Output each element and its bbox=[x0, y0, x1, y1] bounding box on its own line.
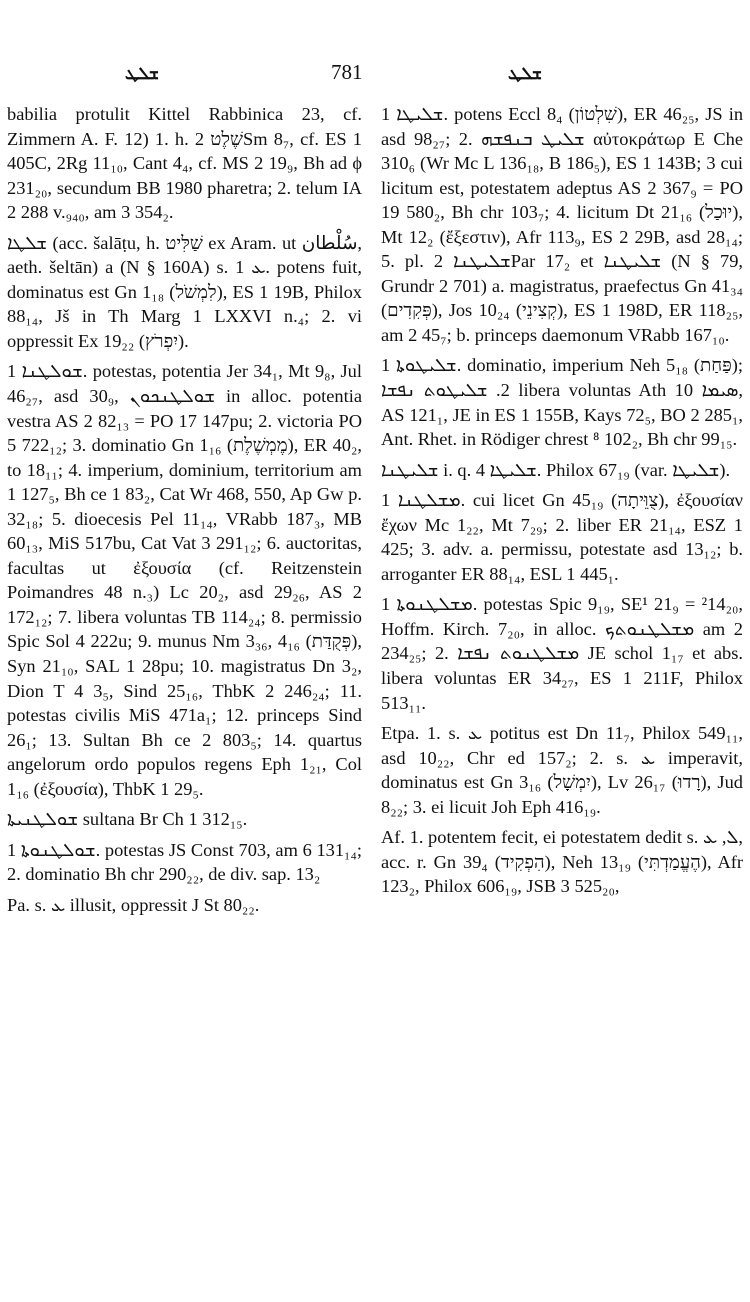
right-column bbox=[381, 102, 743, 905]
page-header bbox=[0, 60, 750, 90]
header-syriac-left: ܫܠܛ bbox=[125, 64, 159, 84]
entry-paragraph: ܫܠܝܛܘܬܐ 1. dominatio, imperium Neh 5₁₈ (פַּחַת); 2. ܫܠܝܛܘܬ ܢܦܫܐ libera voluntas Ath ܣܝܡܐ 10, AS 121₁, JE in ES 1 155B, Kays 72₅, BO 2 285₁, Ant. Rhet. in Rödiger chrest ⁸ 102₂, Bh chr 99₁₅. bbox=[381, 355, 743, 450]
entry-paragraph: ܫܠܛܐ (acc. šalāṭu, h. שַׁלִּיט ex Aram. ut سُلْطان, aeth. šeltān) a (N § 160A) s. ܥ 1. potens fuit, dominatus est Gn 1₁₈ (לִמְשֹׁל), ES 1 19B, Philox 88₁₄, Jš in Th Marg 1 LXXVI n.₄; 2. vi oppressit Ex 19₂₂ (יִפְרֹץ). bbox=[7, 232, 363, 351]
entry-paragraph: ܫܘܠܛܢܘܬܐ 1. potestas JS Const 703, am 6 131₁₄; 2. dominatio Bh chr 290₂₂, de div. sap. 13₂ bbox=[7, 839, 362, 885]
entry-paragraph: ܡܫܠܛܢܐ 1. cui licet Gn 45₁₉ (צֻוֵּיתָה), ἐξουσίαν ἔχων Mc 1₂₂, Mt 7₂₉; 2. liber ER 21₁₄, ESZ 1 425; 3. adv. a. permissu, potestate asd 13₁₂; b. arroganter ER 88₁₄, ESL 1 445₁. bbox=[381, 490, 743, 584]
entry-paragraph: ܫܠܝܛܐ 1. potens Eccl 8₄ (שִׁלְטוֹן), ER 46₂₅, JS in asd 98₂₇; 2. ܫܠܝܛ ܒܢܦܫܗ αὐτοκράτωρ E Che 310₆ (Wr Mc L 136₁₈, B 186₅), ES 1 143B; 3 cui licitum est, potestatem adeptus AS 2 367₉ = PO 19 580₂, Bh chr 103₇; 4. licitum Dt 21₁₆ (יוּכַל), Mt 12₂ (ἔξεστιν), Afr 113₉, ES 2 29B, asd 28₁₄; 5. pl. ܫܠܝܛܢܐ 2Par 17₂ et ܫܠܝܛܢܐ (N § 79, Grundr 2 701) a. magistratus, praefectus Gn 41₃₄ (פְּקִדִים), Jos 10₂₄ (קְצִינֵי), ES 1 198D, ER 118₂₅, am 2 45₇; b. princeps daemonum VRabb 167₁₀. bbox=[381, 104, 744, 345]
entry-paragraph: Pa. s. ܥ illusit, oppressit J St 80₂₂. bbox=[7, 894, 260, 915]
entry-paragraph: Etpa. 1. s. ܥ potitus est Dn 11₇, Philox 549₁₁, asd 10₂₂, Chr ed 157₂; 2. s. ܥ imperavit, dominatus est Gn 3₁₆ (יִמְשָׁל), Lv 26₁₇ (רָדוּ), Jud 8₂₂; 3. ei licuit Joh Eph 416₁₉. bbox=[381, 723, 744, 817]
left-column bbox=[7, 102, 362, 924]
entry-paragraph: ܫܠܝܛܢܐ i. q. ܫܠܝܛܐ 4. Philox 67₁₉ (var. ܫܠܝܛܐ). bbox=[381, 459, 731, 480]
header-syriac-right: ܫܠܛ bbox=[508, 64, 542, 84]
entry-paragraph: ܫܘܠܛܢܐ 1. potestas, potentia Jer 34₁, Mt 9₈, Jul 46₂₇, asd 30₉, ܫܘܠܛܢܟܘܢ in alloc. potentia vestra AS 2 82₁₃ = PO 17 147pu; 2. victoria PO 5 722₁₂; 3. dominatio Gn 1₁₆ (מֶמְשֶׁלֶת), ER 40₂, to 18₁₁; 4. imperium, dominium, territorium am 1 127₅, Bh ce 1 83₂, Cat Wr 468, 550, Ap Gw p. 32₁₈; 5. dioecesis Pel 11₁₄, VRabb 187₃, MB 60₁₃, MiS 517bu, Cat Vat 3 291₁₂; 6. auctoritas, facultas ut ἐξουσία (cf. Reitzenstein Poimandres 48 n.₃) Lc 20₂, asd 29₂₆, AS 2 172₁₂; 7. libera voluntas TB 114₂₄; 8. permissio Spic Sol 4 222u; 9. munus Nm 3₃₆, 4₁₆ (פְּקֻדַּת), Syn 21₁₀, SAL 1 28pu; 10. magistratus Dn 3₂, Dion T 4 3₅, Sind 25₁₆, ThbK 2 246₂₄; 11. potestas civilis MiS 471a₁; 12. princeps Sind 26₁; 13. Sultan Bh ce 2 803₅; 14. quartus angelorum ordo populos regens Eph 1₂₁, Col 1₁₆ (ἐξουσία), ThbK 1 29₅. bbox=[7, 361, 362, 799]
entry-paragraph: ܡܫܠܛܢܘܬܐ 1. potestas Spic 9₁₉, SE¹ 21₉ = ²14₂₀, Hoffm. Kirch. 7₂₀, in alloc. ܡܫܠܛܢܘܬܟ am 2 234₂₅; 2. ܡܫܠܛܢܘܬ ܢܦܫܐ JE schol 1₁₇ et abs. libera voluntas ER 34₂₇, ES 1 211F, Philox 513₁₁. bbox=[381, 594, 743, 713]
entry-paragraph: Af. 1. potentem fecit, ei potestatem dedit s. ܠ, ܥ, acc. r. Gn 39₄ (הִפְקִיד), Neh 13₁₉ (הֶעֱמַדְתִּי), Afr 123₂, Philox 606₁₉, JSB 3 525₂₀, bbox=[381, 827, 743, 897]
entry-paragraph: babilia protulit Kittel Rabbinica 23, cf. Zimmern A. F. 12) 1. h. שֶׁלֶט 2Sm 8₇, cf. ES 1 405C, 2Rg 11₁₀, Cant 4₄, cf. MS 2 19₉, Bh ad ϕ 231₂₀, secundum BB 1980 pharetra; 2. telum IA 2 288 v.₉₄₀, am 3 354₂. bbox=[7, 104, 362, 223]
entry-paragraph: ܫܘܠܛܢܝܬܐ sultana Br Ch 1 312₁₅. bbox=[7, 809, 248, 830]
page-number: 781 bbox=[331, 60, 363, 84]
